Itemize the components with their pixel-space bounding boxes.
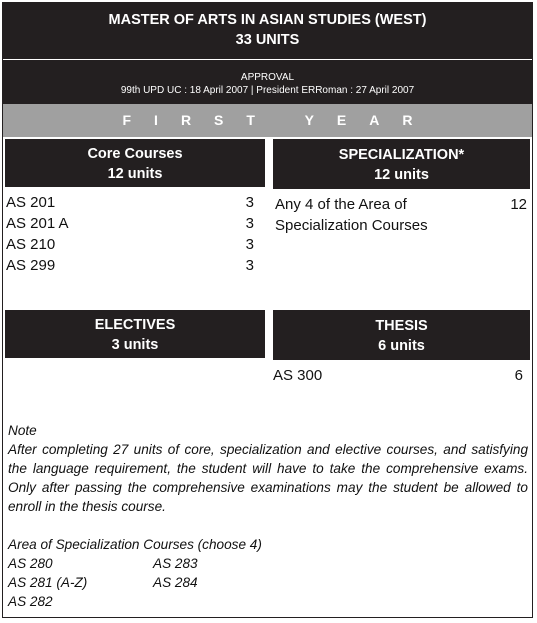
- list-item: AS 280: [8, 556, 53, 571]
- course-code: AS 299: [6, 257, 56, 274]
- electives-units: 3 units: [111, 337, 159, 353]
- program-total-units: 33 UNITS: [235, 32, 300, 48]
- core-courses-units: 12 units: [107, 166, 163, 182]
- thesis-title: THESIS: [375, 318, 428, 334]
- approval-label: APPROVAL: [240, 72, 295, 83]
- note-text: After completing 27 units of core, specialization and elective courses, and satisfying the language requirement, the student will have to take the comprehensive exams. Only after passing the comprehensive examinations may the student be allowed to enroll in the thesis course.: [8, 442, 528, 514]
- core-courses-header: [5, 139, 265, 187]
- specialization-text-line1: Any 4 of the Area of: [275, 196, 407, 213]
- program-title: MASTER OF ARTS IN ASIAN STUDIES (WEST): [108, 12, 427, 28]
- approval-block: [3, 60, 532, 104]
- thesis-units: 6 units: [378, 338, 425, 354]
- specialization-header: [273, 139, 530, 189]
- electives-header: [5, 310, 265, 358]
- year-banner: FIRST YEAR: [3, 104, 532, 137]
- thesis-course-units: 6: [514, 367, 523, 384]
- course-units: 3: [245, 194, 254, 211]
- list-item: AS 284: [153, 575, 198, 590]
- list-item: [6, 255, 254, 276]
- course-code: AS 201: [6, 194, 56, 211]
- specialization-text-line2: Specialization Courses: [275, 217, 428, 234]
- electives-title: ELECTIVES: [94, 317, 176, 333]
- list-item: [6, 192, 254, 213]
- course-units: 3: [245, 257, 254, 274]
- list-item: AS 282: [8, 594, 53, 609]
- specialization-units: 12 units: [374, 167, 429, 183]
- area-heading: Area of Specialization Courses (choose 4): [8, 537, 262, 552]
- note-block: [8, 421, 528, 516]
- thesis-header: [273, 310, 530, 360]
- specialization-value: 12: [510, 196, 527, 213]
- specialization-body: [275, 194, 527, 236]
- area-column-1: [8, 554, 87, 611]
- specialization-line: [275, 194, 527, 215]
- thesis-course-row: [273, 365, 523, 386]
- core-course-list: [6, 192, 254, 276]
- list-item: AS 283: [153, 556, 198, 571]
- course-units: 3: [245, 236, 254, 253]
- specialization-title: SPECIALIZATION*: [338, 147, 465, 163]
- list-item: [6, 213, 254, 234]
- course-code: AS 210: [6, 236, 56, 253]
- approval-detail: 99th UPD UC : 18 April 2007 | President ERRoman : 27 April 2007: [120, 85, 415, 96]
- course-code: AS 201 A: [6, 215, 69, 232]
- program-header: [3, 3, 532, 59]
- core-courses-title: Core Courses: [87, 146, 183, 162]
- curriculum-sheet: [2, 2, 533, 618]
- list-item: AS 281 (A-Z): [8, 575, 88, 590]
- list-item: [6, 234, 254, 255]
- note-heading: Note: [8, 423, 37, 438]
- area-column-2: [153, 554, 198, 592]
- thesis-course-code: AS 300: [273, 367, 323, 384]
- course-units: 3: [245, 215, 254, 232]
